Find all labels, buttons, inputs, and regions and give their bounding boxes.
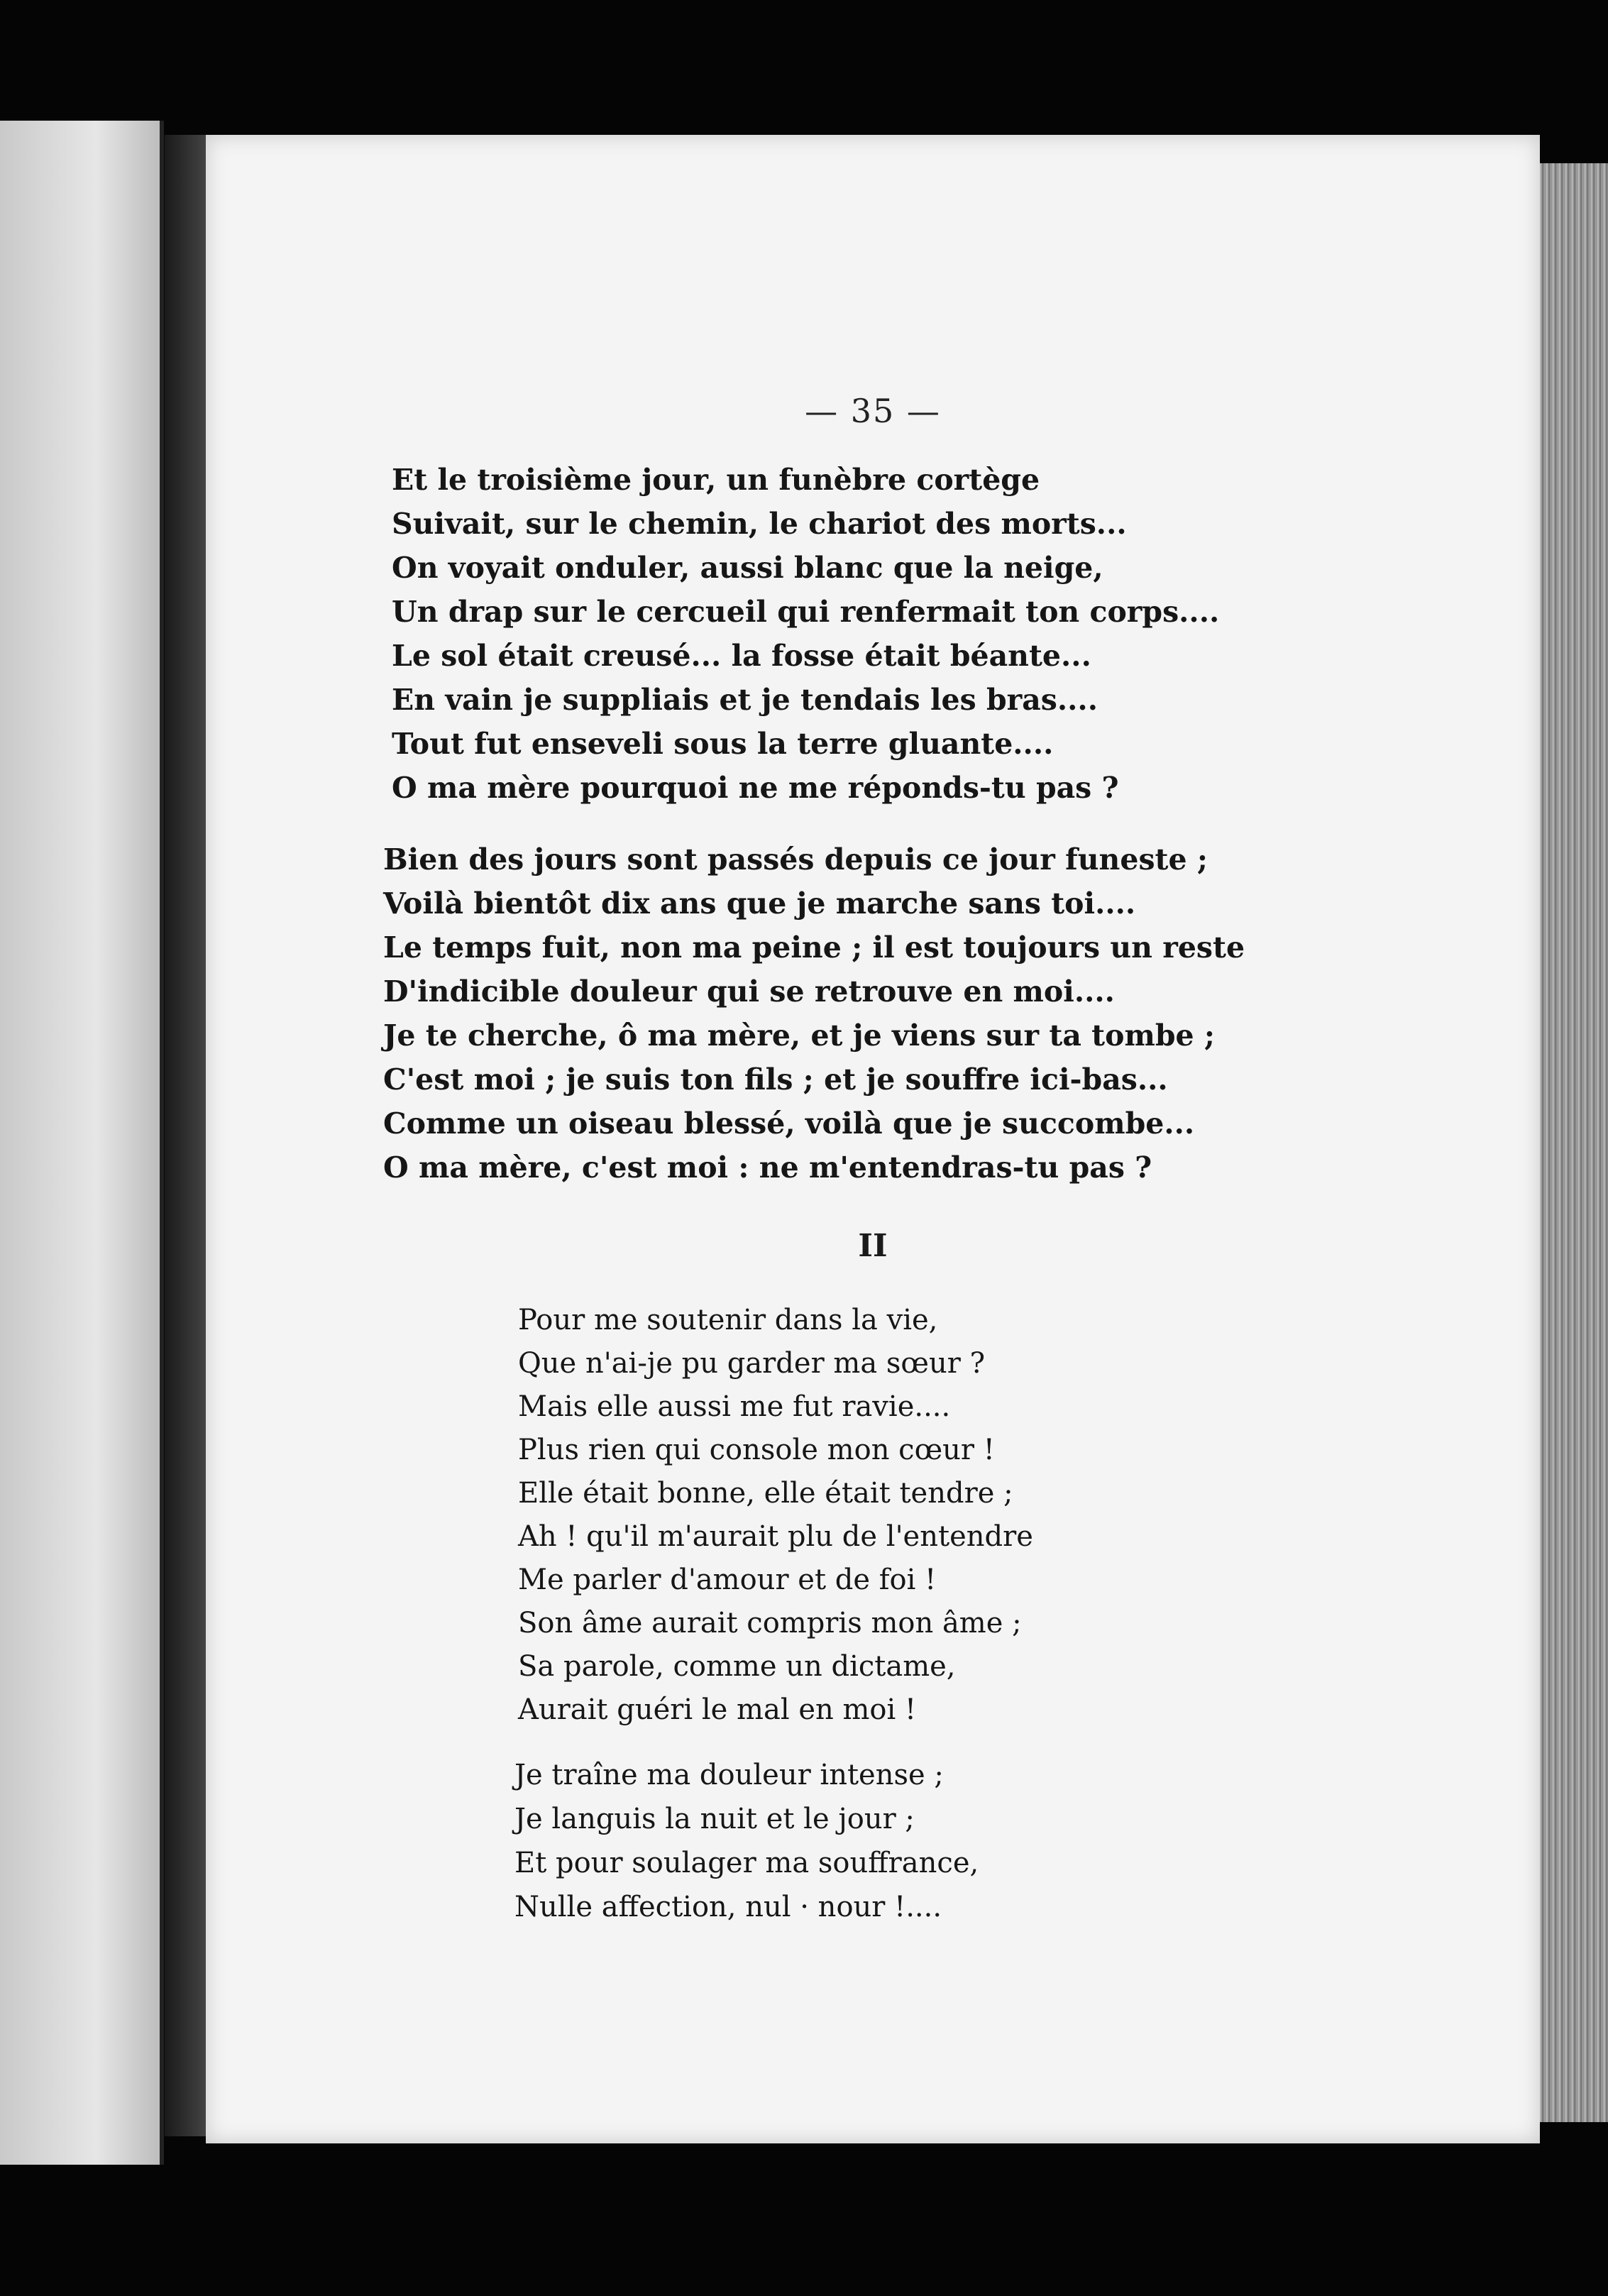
- verse-line: Le sol était creusé... la fosse était béante...: [392, 639, 1091, 673]
- verse-line: Je languis la nuit et le jour ;: [514, 1803, 915, 1835]
- verse-line: Je te cherche, ô ma mère, et je viens sur ta tombe ;: [383, 1018, 1215, 1053]
- verse-line: Et pour soulager ma souffrance,: [514, 1847, 979, 1879]
- verse-line: Nulle affection, nul · nour !....: [514, 1891, 942, 1923]
- verse-line: Ah ! qu'il m'aurait plu de l'entendre: [518, 1520, 1033, 1553]
- verse-line: Et le troisième jour, un funèbre cortège: [392, 463, 1040, 497]
- verse-line: Je traîne ma douleur intense ;: [514, 1759, 944, 1791]
- binding-gutter-shadow: [165, 135, 207, 2136]
- stanza-2: [383, 837, 1245, 1190]
- section-2-stanza-2: [514, 1753, 979, 1929]
- verse-line: Plus rien qui console mon cœur !: [518, 1434, 995, 1466]
- verse-line: Comme un oiseau blessé, voilà que je succombe...: [383, 1106, 1195, 1141]
- verse-line: Tout fut enseveli sous la terre gluante....: [392, 727, 1054, 761]
- verse-line: Un drap sur le cercueil qui renfermait ton corps....: [392, 595, 1220, 629]
- verse-line: Suivait, sur le chemin, le chariot des morts...: [392, 507, 1127, 541]
- verse-line: O ma mère, c'est moi : ne m'entendras-tu pas ?: [383, 1150, 1152, 1185]
- verse-line: Pour me soutenir dans la vie,: [518, 1304, 938, 1336]
- verse-line: Bien des jours sont passés depuis ce jour funeste ;: [383, 842, 1208, 877]
- verse-line: Me parler d'amour et de foi !: [518, 1564, 937, 1596]
- verse-line: Le temps fuit, non ma peine ; il est toujours un reste: [383, 930, 1245, 965]
- verse-line: En vain je suppliais et je tendais les bras....: [392, 683, 1098, 717]
- verse-line: On voyait onduler, aussi blanc que la neige,: [392, 551, 1103, 585]
- section-heading: II: [858, 1228, 888, 1264]
- book-page: [206, 135, 1540, 2143]
- verse-line: Que n'ai-je pu garder ma sœur ?: [518, 1347, 986, 1380]
- verse-line: D'indicible douleur qui se retrouve en moi....: [383, 974, 1115, 1009]
- verse-line: C'est moi ; je suis ton fils ; et je souffre ici-bas...: [383, 1062, 1168, 1097]
- section-2-stanza-1: [518, 1299, 1033, 1732]
- verse-line: O ma mère pourquoi ne me réponds-tu pas ?: [392, 771, 1119, 805]
- verse-line: Voilà bientôt dix ans que je marche sans toi....: [383, 886, 1136, 921]
- verse-line: Son âme aurait compris mon âme ;: [518, 1607, 1022, 1639]
- previous-page-edge: [0, 121, 164, 2165]
- verse-line: Sa parole, comme un dictame,: [518, 1650, 956, 1683]
- page-number: — 35 —: [805, 392, 941, 430]
- verse-line: Elle était bonne, elle était tendre ;: [518, 1477, 1013, 1510]
- verse-line: Aurait guéri le mal en moi !: [518, 1693, 917, 1726]
- verse-line: Mais elle aussi me fut ravie....: [518, 1390, 951, 1423]
- stanza-1: [392, 458, 1219, 810]
